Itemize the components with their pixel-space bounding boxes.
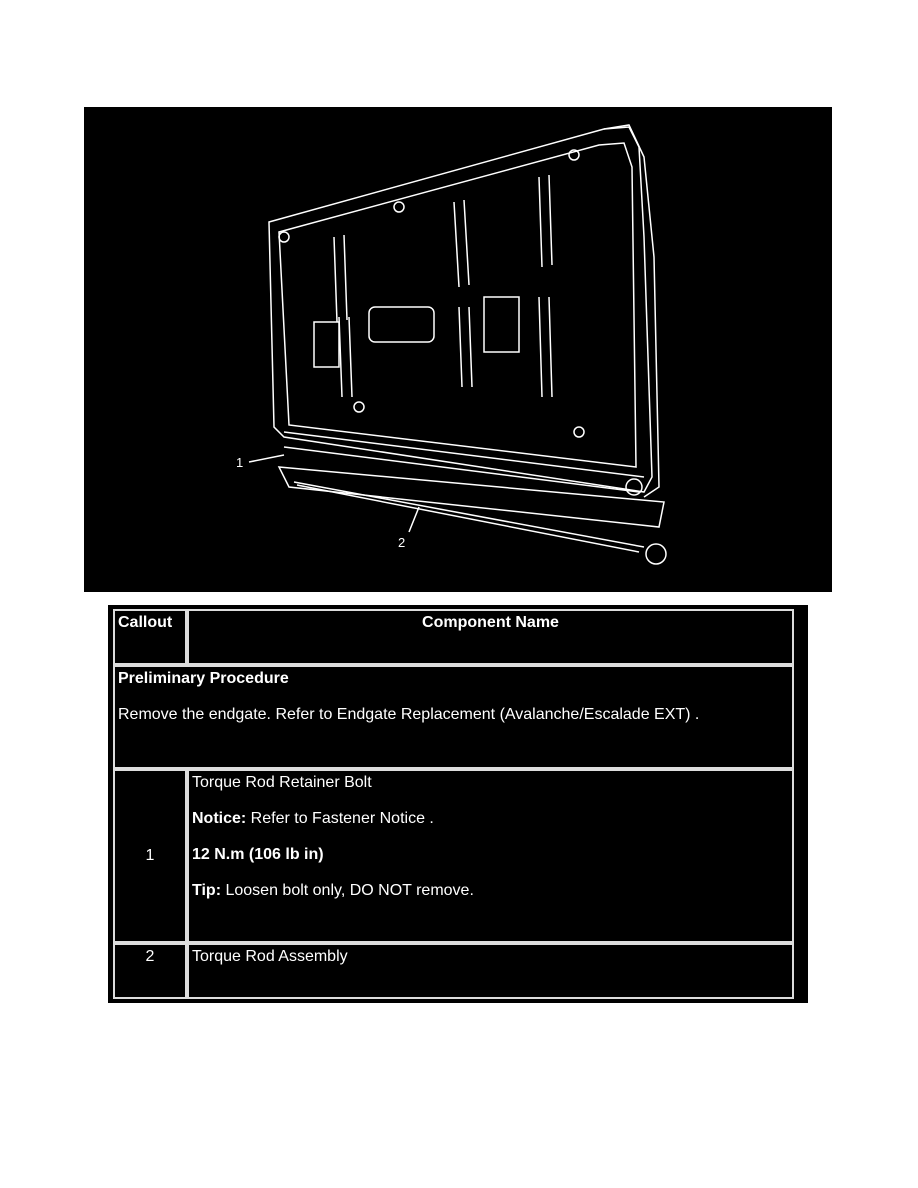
component-table bbox=[108, 605, 808, 1003]
table-header-row bbox=[113, 609, 794, 665]
torque-spec: 12 N.m (106 lb in) bbox=[192, 846, 324, 863]
preliminary-title: Preliminary Procedure bbox=[118, 670, 289, 687]
header-component-name: Component Name bbox=[187, 609, 794, 665]
callout-label-2: 2 bbox=[398, 535, 406, 550]
endgate-illustration bbox=[84, 107, 832, 592]
component-name: Torque Rod Assembly bbox=[187, 943, 794, 999]
notice: Notice: Refer to Fastener Notice . bbox=[192, 810, 434, 827]
callout-label-1: 1 bbox=[236, 455, 244, 470]
callout-cell: 2 bbox=[113, 943, 187, 999]
preliminary-row bbox=[113, 665, 794, 769]
tip: Tip: Loosen bolt only, DO NOT remove. bbox=[192, 882, 474, 899]
endgate-drawing bbox=[84, 107, 832, 592]
table-row bbox=[113, 769, 794, 943]
component-name: Torque Rod Retainer Bolt bbox=[192, 774, 372, 791]
callout-cell: 1 bbox=[113, 769, 187, 943]
header-callout: Callout bbox=[113, 609, 187, 665]
preliminary-text: Remove the endgate. Refer to Endgate Replacement (Avalanche/Escalade EXT) . bbox=[118, 706, 700, 723]
table-row bbox=[113, 943, 794, 999]
